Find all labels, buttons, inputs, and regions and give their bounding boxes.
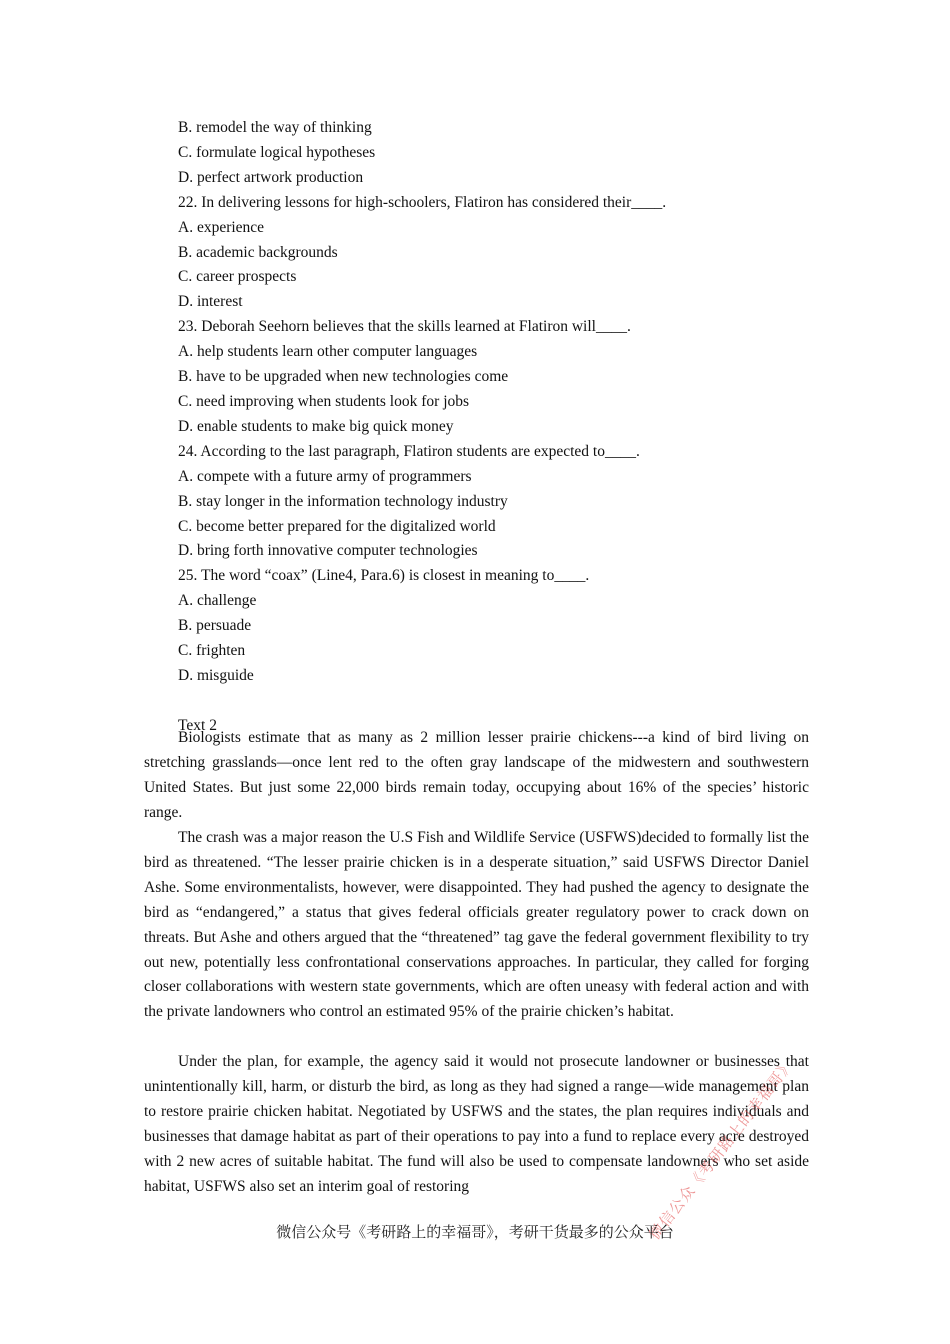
question-line: C. frighten [178,642,246,660]
question-line: D. misguide [178,666,254,684]
paragraph-2: The crash was a major reason the U.S Fish and Wildlife Service (USFWS)decided to formally list the bird as threatened. “The lesser prairie chicken is in a desperate situation,” said USFWS Director Daniel Ashe. Some environmentalists, however, were disappointed. They had pushed the agency to designate the bird as “endangered,” a status that gives federal officials greater regulatory power to crack down on threats. But Ashe and others argued that the “threatened” tag gave the federal government flexibility to try out new, potentially less confrontational conservations approaches. In particular, they called for forging closer collaborations with western state governments, which are often uneasy with federal action and with the private landowners who control an estimated 95% of the prairie chicken’s habitat. [144,829,809,1021]
question-line: A. compete with a future army of programmers [178,467,472,485]
question-line: 25. The word “coax” (Line4, Para.6) is closest in meaning to____. [178,567,590,585]
question-line: D. bring forth innovative computer technologies [178,542,478,560]
question-line: B. academic backgrounds [178,243,338,261]
question-line: B. stay longer in the information technology industry [178,492,508,510]
paragraph-3: Under the plan, for example, the agency said it would not prosecute landowner or businesses that unintentionally kill, harm, or disturb the bird, as long as they had signed a range—wide management plan to restore prairie chicken habitat. Negotiated by USFWS and the states, the plan requires individuals and businesses that damage habitat as part of their operations to pay into a fund to replace every acre destroyed with 2 new acres of suitable habitat. The fund will also be used to compensate landowners who set aside habitat, USFWS also set an interim goal of restoring [144,1053,809,1195]
question-line: B. have to be upgraded when new technologies come [178,368,509,386]
question-line: D. enable students to make big quick money [178,417,454,435]
question-line: C. become better prepared for the digitalized world [178,517,496,535]
watermark-stamp: 微信公众《考研路上的幸福哥》 [645,1055,798,1244]
question-line: A. challenge [178,592,257,610]
section-title: Text 2 [178,717,217,734]
question-line: A. help students learn other computer languages [178,343,478,361]
page-footer: 微信公众号《考研路上的幸福哥》，考研干货最多的公众平台 [276,1223,674,1241]
question-line: C. formulate logical hypotheses [178,143,376,161]
question-line: B. persuade [178,617,252,635]
paragraph-1: Biologists estimate that as many as 2 million lesser prairie chickens---a kind of bird living on stretching grasslands—once lent red to the often gray landscape of the midwestern and southwestern United States. But just some 22,000 birds remain today, occupying about 16% of the species’ historic range. [144,729,809,821]
question-line: D. interest [178,293,243,311]
question-line: A. experience [178,218,265,236]
question-line: C. career prospects [178,268,297,286]
question-line: C. need improving when students look for jobs [178,392,470,410]
question-line: B. remodel the way of thinking [178,119,372,136]
question-line: 23. Deborah Seehorn believes that the skills learned at Flatiron will____. [178,318,631,336]
questions-block [178,116,818,689]
question-line: 22. In delivering lessons for high-schoolers, Flatiron has considered their____. [178,193,667,211]
question-line: 24. According to the last paragraph, Flatiron students are expected to____. [178,442,640,460]
question-line: D. perfect artwork production [178,168,364,186]
